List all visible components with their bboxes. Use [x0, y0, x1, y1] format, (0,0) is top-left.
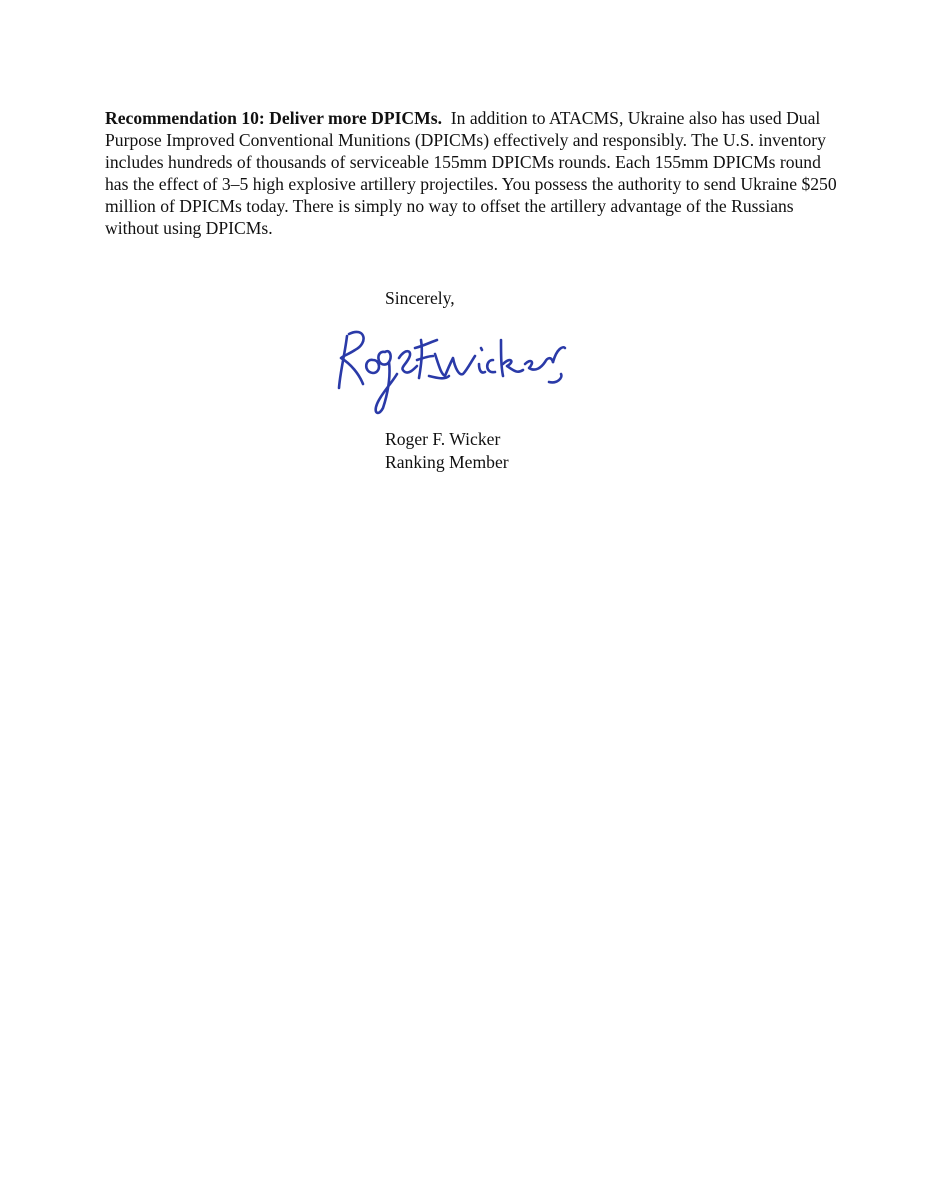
recommendation-heading: Recommendation 10: Deliver more DPICMs. [105, 108, 442, 128]
signer-name: Roger F. Wicker [385, 429, 501, 449]
signer-block [385, 428, 509, 473]
signer-title: Ranking Member [385, 451, 509, 472]
recommendation-body: In addition to ATACMS, Ukraine also has used Dual Purpose Improved Conventional Munitions (DPICMs) effectively and responsibly. The U.S. inventory includes hundreds of thousands of serviceable 155mm DPICMs rounds. Each 155mm DPICMs round has the effect of 3–5 high explosive artillery projectiles. You possess the authority to send Ukraine $250 million of DPICMs today. There is simply no way to offset the artillery advantage of the Russians without using DPICMs. [105, 108, 837, 238]
closing-salutation: Sincerely, [385, 288, 455, 308]
recommendation-paragraph [105, 108, 845, 239]
handwritten-signature [325, 318, 570, 428]
